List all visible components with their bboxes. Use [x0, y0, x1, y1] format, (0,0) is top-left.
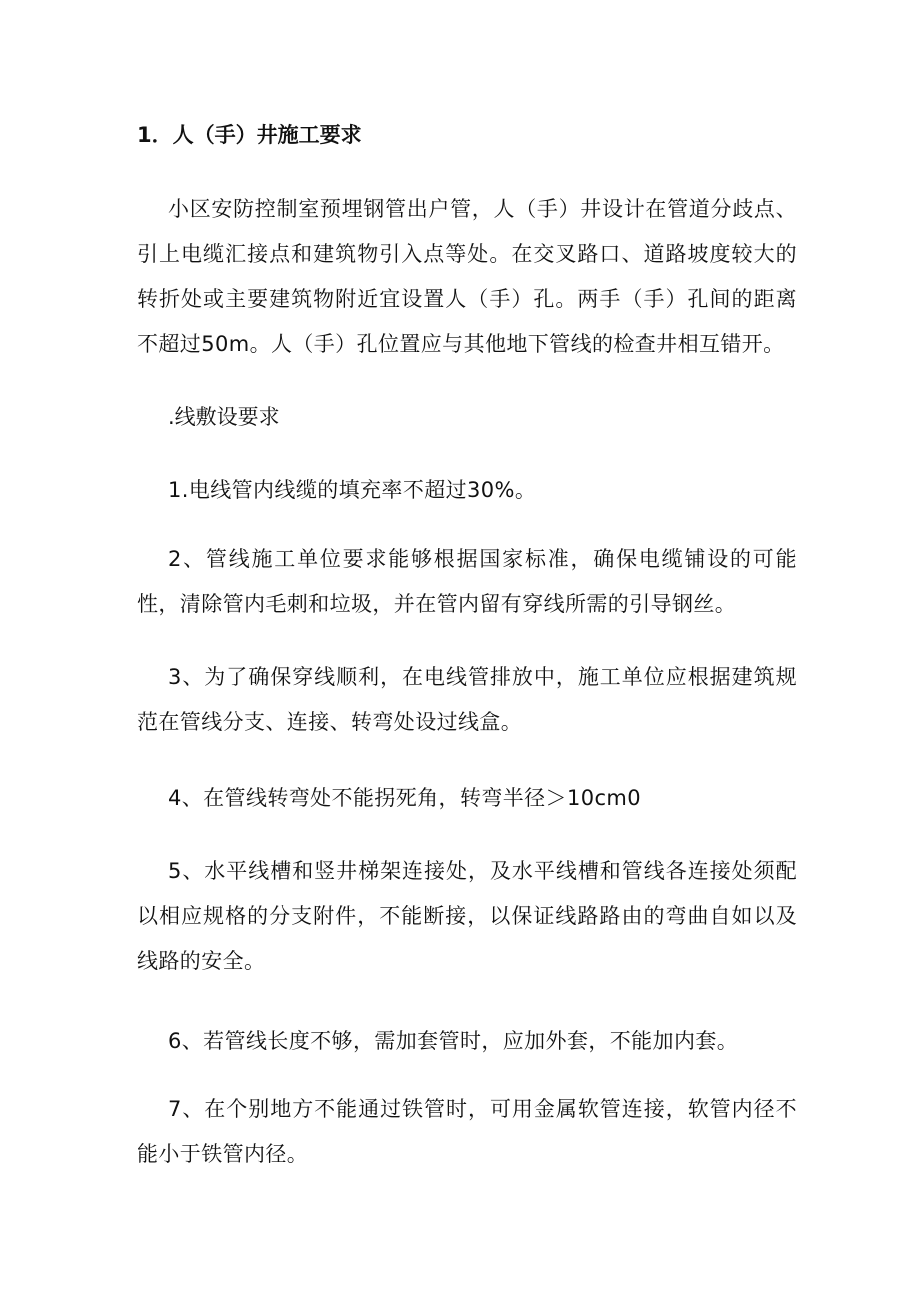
requirement-item-2: 2、管线施工单位要求能够根据国家标准，确保电缆铺设的可能性，清除管内毛刺和垃圾，并在管内留有穿线所需的引导钢丝。: [137, 547, 797, 616]
requirement-item-6: 6、若管线长度不够，需加套管时，应加外套，不能加内套。: [168, 1029, 739, 1053]
requirement-item-3: 3、为了确保穿线顺利，在电线管排放中，施工单位应根据建筑规范在管线分支、连接、转弯处设过线盒。: [137, 665, 797, 734]
intro-paragraph: 小区安防控制室预埋钢管出户管，人（手）井设计在管道分歧点、引上电缆汇接点和建筑物引入点等处。在交叉路口、道路坡度较大的转折处或主要建筑物附近宜设置人（手）孔。两手（手）孔间的距离不超过50m。人（手）孔位置应与其他地下管线的检查井相互错开。: [137, 197, 797, 356]
requirement-item-7: 7、在个别地方不能通过铁管时，可用金属软管连接，软管内径不能小于铁管内径。: [137, 1097, 797, 1166]
cabling-subheading: .线敷设要求: [168, 405, 280, 429]
requirement-item-1: 1.电线管内线缆的填充率不超过30%。: [168, 478, 537, 502]
requirement-item-5: 5、水平线槽和竖井梯架连接处，及水平线槽和管线各连接处须配以相应规格的分支附件，不能断接，以保证线路路由的弯曲自如以及线路的安全。: [137, 859, 797, 973]
requirement-item-4: 4、在管线转弯处不能拐死角，转弯半径＞10cm0: [168, 786, 642, 810]
section-heading: 1．人（手）井施工要求: [137, 123, 362, 147]
